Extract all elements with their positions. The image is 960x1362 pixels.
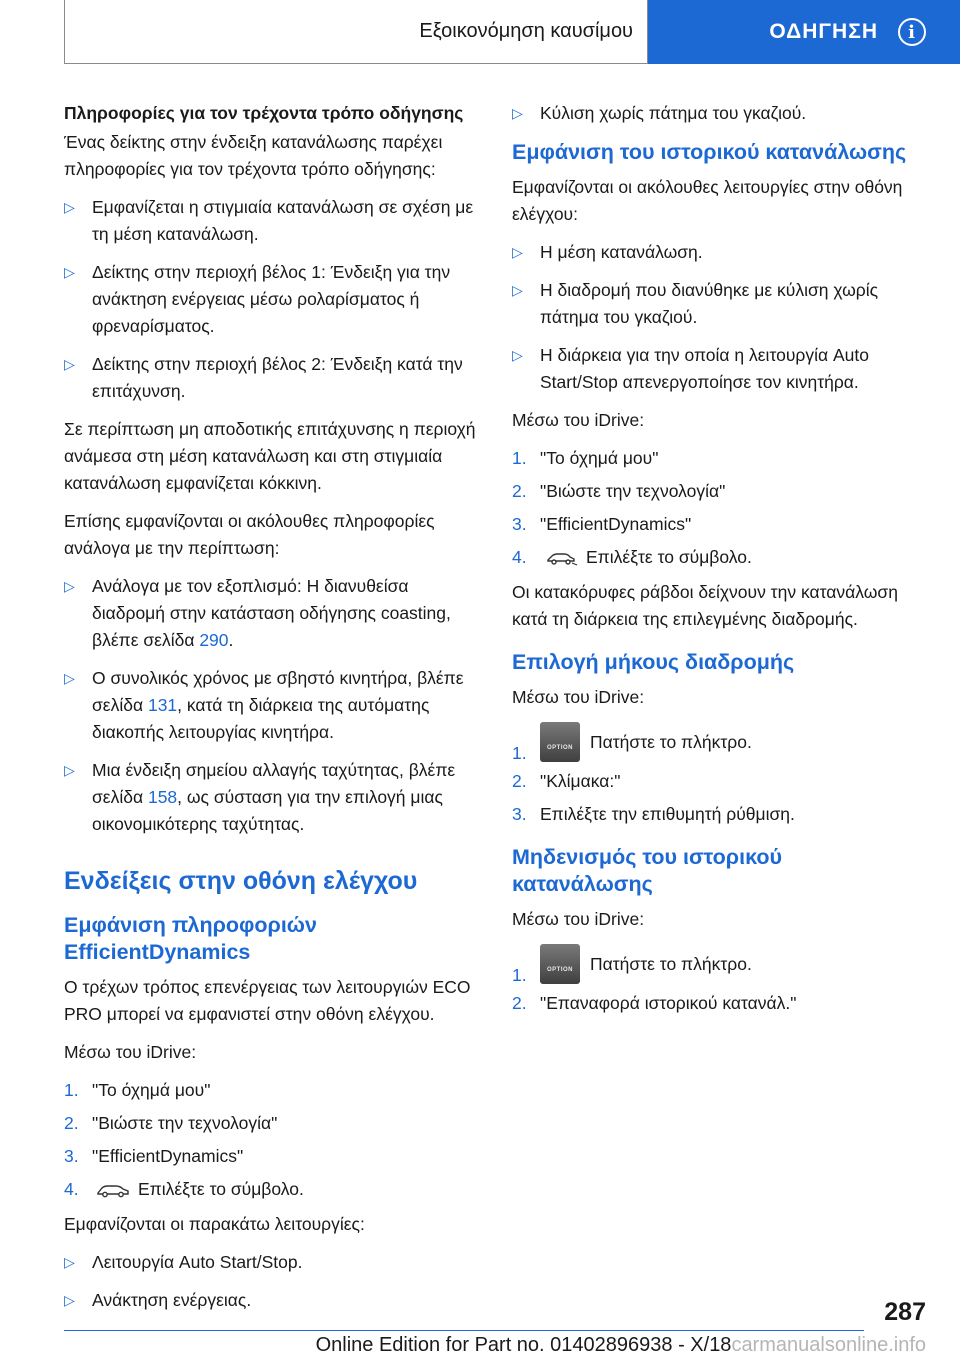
- idrive-steps: [64, 1077, 482, 1203]
- info-icon[interactable]: i: [898, 18, 926, 46]
- step-number: 2.: [512, 771, 527, 791]
- heading-consumption-history: Εμφάνιση του ιστορικού κατανάλωσης: [512, 140, 907, 164]
- via-idrive-label: Μέσω του iDrive:: [64, 1042, 197, 1062]
- history-idrive-steps: [512, 445, 922, 571]
- triangle-bullet-icon: ▷: [64, 670, 75, 686]
- list-item: ▷ Ανάκτηση ενέργειας.: [64, 1287, 482, 1314]
- step-number: 1.: [512, 448, 527, 468]
- list-item: ▷ Κύλιση χωρίς πάτημα του γκαζιού.: [512, 100, 922, 127]
- page-link-290[interactable]: 290: [199, 630, 229, 650]
- heading-select-route-length: Επιλογή μήκους διαδρομής: [512, 650, 795, 674]
- functions-list-continued: [512, 100, 922, 127]
- page-link-158[interactable]: 158: [147, 787, 178, 807]
- step-number: 3.: [512, 514, 527, 534]
- step-number: 3.: [512, 804, 527, 824]
- triangle-bullet-icon: ▷: [64, 1254, 75, 1270]
- triangle-bullet-icon: ▷: [512, 282, 523, 298]
- page-number: 287: [884, 1298, 926, 1326]
- triangle-bullet-icon: ▷: [512, 105, 523, 121]
- list-item: 1. "Το όχημά μου": [64, 1077, 482, 1104]
- right-column: [512, 100, 922, 1025]
- list-item: ▷ Η διάρκεια για την οποία η λειτουργία Auto Start/Stop απενεργοποίησε τον κινητήρα.: [512, 342, 922, 396]
- step-number: 4.: [64, 1179, 79, 1199]
- red-area-paragraph: Σε περίπτωση μη αποδοτικής επιτάχυνσης η περιοχή ανάμεσα στη μέση κατανάλωση και στη στιγμιαία κατανάλωση εμφανίζεται κόκκινη.: [64, 419, 476, 493]
- list-item: 3. "EfficientDynamics": [512, 511, 922, 538]
- functions-list: [64, 1249, 482, 1314]
- heading-efficientdynamics-info: Εμφάνιση πληροφοριών EfficientDynamics: [64, 913, 317, 964]
- footer-edition: Online Edition for Part no. 01402896938 - X/18: [315, 1334, 732, 1356]
- step-number: 2.: [64, 1113, 79, 1133]
- chapter-title: ΟΔΗΓΗΣΗ: [769, 20, 878, 43]
- via-idrive-label: Μέσω του iDrive:: [512, 410, 645, 430]
- step-number: 1.: [64, 1080, 79, 1100]
- footer: [316, 1334, 926, 1357]
- list-item: ▷ Η μέση κατανάλωση.: [512, 239, 922, 266]
- triangle-bullet-icon: ▷: [64, 264, 75, 280]
- list-item: ▷ Εμφανίζεται η στιγμιαία κατανάλωση σε σχέση με τη μέση κατανάλωση.: [64, 194, 482, 248]
- left-column: [64, 100, 482, 1325]
- list-item: ▷ Μια ένδειξη σημείου αλλαγής ταχύτητας, βλέπε σελίδα 158, ως σύσταση για την επιλογή μιας οικονομικότερης ταχύτητας.: [64, 757, 482, 838]
- footer-watermark: carmanualsonline.info: [731, 1334, 926, 1356]
- history-functions-list: [512, 239, 922, 396]
- step-number: 1.: [512, 965, 527, 985]
- page-header: [64, 0, 960, 64]
- step-number: 4.: [512, 547, 527, 567]
- consumption-indicator-list: [64, 194, 482, 405]
- via-idrive-label: Μέσω του iDrive:: [512, 687, 645, 707]
- additional-info-list: [64, 573, 482, 838]
- list-item: 4. Επιλέξτε το σύμβολο.: [64, 1176, 482, 1203]
- step-number: 2.: [512, 481, 527, 501]
- list-item: 3. "EfficientDynamics": [64, 1143, 482, 1170]
- triangle-bullet-icon: ▷: [512, 347, 523, 363]
- heading-control-display: Ενδείξεις στην οθόνη ελέγχου: [64, 867, 418, 895]
- triangle-bullet-icon: ▷: [64, 199, 75, 215]
- list-item: 2. "Βιώστε την τεχνολογία": [512, 478, 922, 505]
- route-length-steps: [512, 722, 922, 828]
- triangle-bullet-icon: ▷: [64, 356, 75, 372]
- triangle-bullet-icon: ▷: [512, 244, 523, 260]
- step-number: 1.: [512, 743, 527, 763]
- car-symbol-icon: [96, 1182, 130, 1198]
- bars-paragraph: Οι κατακόρυφες ράβδοι δείχνουν την κατανάλωση κατά τη διάρκεια της επιλεγμένης διαδρομής.: [512, 582, 898, 629]
- triangle-bullet-icon: ▷: [64, 762, 75, 778]
- option-button-icon[interactable]: OPTION: [540, 722, 580, 762]
- triangle-bullet-icon: ▷: [64, 578, 75, 594]
- list-item: 1. "Το όχημά μου": [512, 445, 922, 472]
- list-item: 4. Επιλέξτε το σύμβολο.: [512, 544, 922, 571]
- sub-heading-driving-style: Πληροφορίες για τον τρέχοντα τρόπο οδήγησης: [64, 103, 464, 123]
- functions-shown-paragraph: Εμφανίζονται οι παρακάτω λειτουργίες:: [64, 1214, 365, 1234]
- option-button-icon[interactable]: OPTION: [540, 944, 580, 984]
- eco-pro-paragraph: Ο τρέχων τρόπος επενέργειας των λειτουργιών ECO PRO μπορεί να εμφανιστεί στην οθόνη ελέγχου.: [64, 977, 471, 1024]
- list-item: ▷ Η διαδρομή που διανύθηκε με κύλιση χωρίς πάτημα του γκαζιού.: [512, 277, 922, 331]
- list-item: 2. "Επαναφορά ιστορικού κατανάλ.": [512, 990, 922, 1017]
- list-item: ▷ Λειτουργία Auto Start/Stop.: [64, 1249, 482, 1276]
- list-item: 1. OPTION Πατήστε το πλήκτρο.: [512, 944, 922, 984]
- list-item: ▷ Ανάλογα με τον εξοπλισμό: Η διανυθείσα διαδρομή στην κατάσταση οδήγησης coasting, βλέπε σελίδα 290.: [64, 573, 482, 654]
- page-link-131[interactable]: 131: [147, 695, 178, 715]
- additional-info-paragraph: Επίσης εμφανίζονται οι ακόλουθες πληροφορίες ανάλογα με την περίπτωση:: [64, 511, 435, 558]
- list-item: ▷ Δείκτης στην περιοχή βέλος 2: Ένδειξη κατά την επιτάχυνση.: [64, 351, 482, 405]
- car-trail-symbol-icon: [544, 550, 578, 566]
- chapter-tab[interactable]: [648, 0, 960, 64]
- list-item: 2. "Βιώστε την τεχνολογία": [64, 1110, 482, 1137]
- footer-divider: [64, 1330, 864, 1331]
- history-intro-paragraph: Εμφανίζονται οι ακόλουθες λειτουργίες στην οθόνη ελέγχου:: [512, 177, 903, 224]
- intro-paragraph: Ένας δείκτης στην ένδειξη κατανάλωσης παρέχει πληροφορίες για τον τρέχοντα τρόπο οδήγησης:: [64, 132, 443, 179]
- list-item: ▷ Δείκτης στην περιοχή βέλος 1: Ένδειξη για την ανάκτηση ενέργειας μέσω ρολαρίσματος ή φρεναρίσματος.: [64, 259, 482, 340]
- via-idrive-label: Μέσω του iDrive:: [512, 909, 645, 929]
- list-item: 1. OPTION Πατήστε το πλήκτρο.: [512, 722, 922, 762]
- section-title: Εξοικονόμηση καυσίμου: [64, 0, 648, 64]
- reset-steps: [512, 944, 922, 1017]
- triangle-bullet-icon: ▷: [64, 1292, 75, 1308]
- list-item: 2. "Κλίμακα:": [512, 768, 922, 795]
- heading-reset-history: Μηδενισμός του ιστορικού κατανάλωσης: [512, 845, 782, 896]
- list-item: 3. Επιλέξτε την επιθυμητή ρύθμιση.: [512, 801, 922, 828]
- step-number: 3.: [64, 1146, 79, 1166]
- list-item: ▷ Ο συνολικός χρόνος με σβηστό κινητήρα, βλέπε σελίδα 131, κατά τη διάρκεια της αυτόματης διακοπής λειτουργίας κινητήρα.: [64, 665, 482, 746]
- step-number: 2.: [512, 993, 527, 1013]
